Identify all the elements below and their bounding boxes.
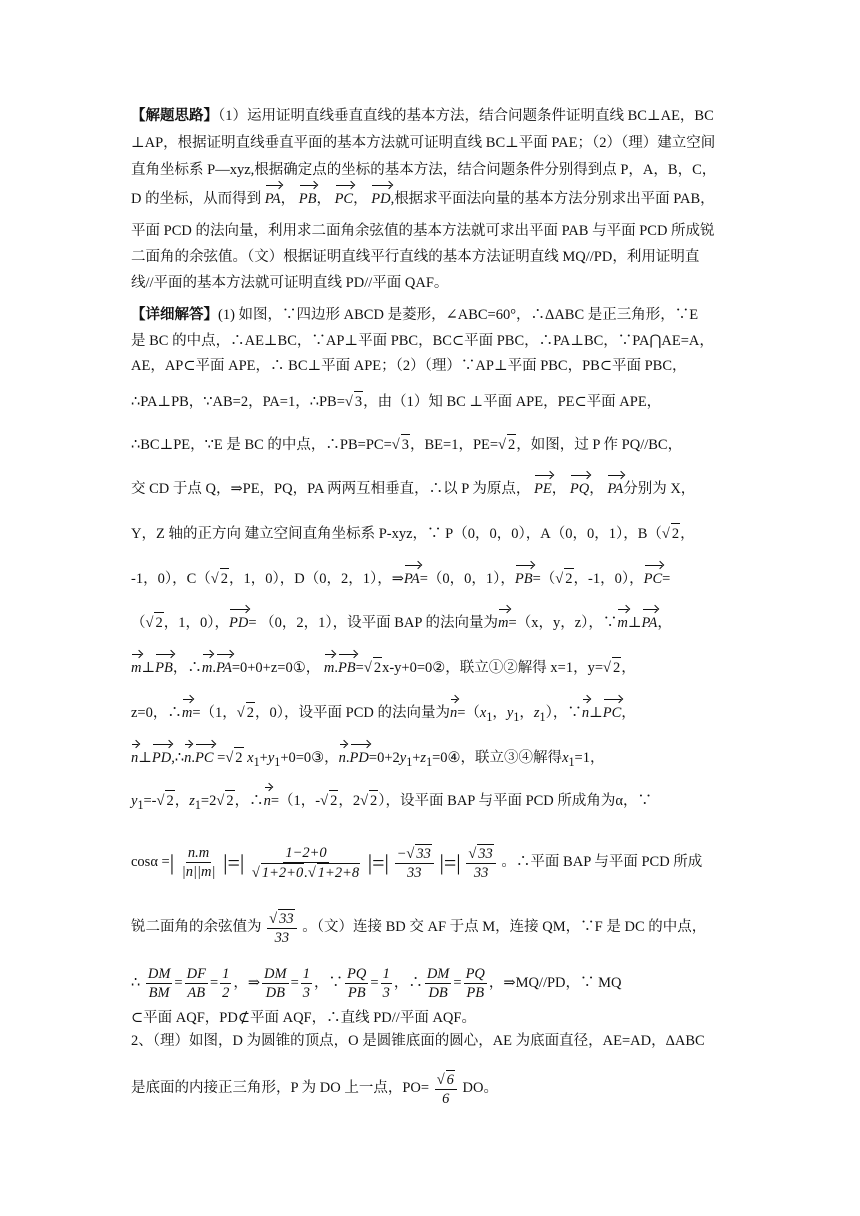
text: （1）运用证明直线垂直直线的基本方法，结合问题条件证明直线 BC⊥AE，BC bbox=[218, 108, 714, 124]
text: （ bbox=[131, 615, 146, 631]
answer-line-10 bbox=[131, 657, 741, 678]
radicand: 2 bbox=[329, 790, 338, 811]
denominator: 33 bbox=[274, 929, 290, 946]
radicand: 2 bbox=[246, 702, 255, 723]
text: AE，AP⊂平面 APE，∴ BC⊥平面 APE；（2）（理）∵AP⊥平面 PBC，PB⊂平面 PBC， bbox=[131, 358, 687, 374]
sub: 1 bbox=[486, 709, 493, 724]
fraction-dm-db bbox=[425, 965, 452, 1002]
fraction-result bbox=[466, 844, 495, 882]
radicand: 2 bbox=[564, 568, 573, 589]
thinking-line-4 bbox=[131, 189, 741, 209]
fraction-sqrt6-6 bbox=[435, 1070, 457, 1108]
fraction-nm bbox=[180, 844, 218, 881]
denominator: √ 1+2+0.√ 1+2+8 bbox=[251, 864, 360, 881]
text: ⊥ bbox=[589, 705, 603, 721]
vector-pa: PA bbox=[215, 660, 232, 676]
thinking-line-3 bbox=[131, 160, 741, 180]
thinking-line-7 bbox=[131, 273, 741, 293]
radicand: 2 bbox=[369, 790, 378, 811]
answer-line-13: $y_1=-√$ 2，$z_1=2√$ 2，∴n=（1，-√ 2，2√ 2），设平面 BAP 与平面 PCD 所成角为α，∵ bbox=[131, 790, 741, 815]
answer-line-8 bbox=[131, 568, 741, 589]
answer-line-2 bbox=[131, 331, 741, 351]
sqrt-2: √ 2 bbox=[320, 790, 338, 811]
vector-n: n bbox=[581, 705, 590, 721]
text: =（1，- bbox=[270, 793, 321, 809]
vector-pa: PA bbox=[641, 615, 658, 631]
sqrt-2: √ 2 bbox=[603, 657, 621, 678]
answer-line-12: n⊥PD,∴n.PC =√ 2 $x_1+y_1+0=0③$，$n.PD=0+2y_1+z_1=0④$，联立③④解得$x_1=1$， bbox=[131, 747, 741, 772]
therefore: ∴ bbox=[131, 975, 141, 991]
vector-m: m bbox=[131, 660, 142, 676]
text: ∴PA⊥PB，∵AB=2，PA=1，∴PB= bbox=[131, 394, 345, 410]
vector-pc: PC bbox=[194, 750, 214, 766]
question-2-line-2 bbox=[131, 1064, 741, 1112]
answer-line-4 bbox=[131, 391, 741, 412]
sub: 1 bbox=[137, 797, 144, 812]
sqrt-2: √ 2 bbox=[157, 790, 175, 811]
vector-pc: PC bbox=[643, 571, 663, 587]
answer-line-9 bbox=[131, 612, 741, 633]
sep: ， bbox=[492, 705, 507, 721]
vector-pc: PC bbox=[602, 705, 622, 721]
var-y: y bbox=[131, 793, 138, 809]
thinking-line-2 bbox=[131, 133, 741, 153]
text: ,根据求平面法向量的基本方法分别求出平面 PAB， bbox=[390, 191, 715, 207]
sqrt-2: √ 2 bbox=[211, 568, 229, 589]
abs-bar: | bbox=[169, 849, 175, 875]
sqrt-2: √ 2 bbox=[237, 702, 255, 723]
answer-line-5 bbox=[131, 434, 741, 455]
sqrt-3: √ 3 bbox=[392, 434, 410, 455]
answer-heading: 【详细解答】 bbox=[131, 307, 218, 323]
text: DO。 bbox=[462, 1080, 498, 1096]
vector-n: n bbox=[338, 750, 346, 766]
answer-line-17 bbox=[131, 1008, 741, 1028]
thinking-heading: 【解题思路】 bbox=[131, 108, 218, 124]
numerator: n.m bbox=[187, 845, 210, 862]
answer-line-7 bbox=[131, 523, 741, 544]
eq: = bbox=[209, 975, 219, 991]
numerator: 1−2+0 bbox=[285, 844, 327, 861]
text: =（1， bbox=[192, 705, 237, 721]
fraction-df-ab bbox=[185, 965, 208, 1002]
vector-pc: PC bbox=[334, 191, 354, 207]
vector-pa: PA bbox=[403, 571, 420, 587]
text: 2、（理）如图，D 为圆锥的顶点，O 是圆锥底面的圆心，AE 为底面直径，AE=AD，ΔABC bbox=[131, 1033, 705, 1049]
text: =- bbox=[143, 793, 157, 809]
denominator: PB bbox=[347, 985, 366, 1002]
dot: . bbox=[345, 750, 350, 766]
text: =（ bbox=[532, 571, 556, 587]
text: 是底面的内接正三角形，P 为 DO 上一点，PO= bbox=[131, 1080, 430, 1096]
var-y: y bbox=[399, 750, 407, 766]
text: ⊂平面 AQF，PD⊄平面 AQF，∴直线 PD//平面 AQF。 bbox=[131, 1010, 476, 1026]
numerator: √ 6 bbox=[435, 1070, 457, 1090]
sub: 1 bbox=[406, 754, 413, 769]
denominator: DB bbox=[428, 985, 448, 1002]
sqrt-2: √ 2 bbox=[498, 434, 516, 455]
text: ，BE=1，PE= bbox=[409, 437, 499, 453]
answer-line-6 bbox=[131, 479, 741, 499]
radicand: 33 bbox=[478, 845, 493, 862]
thinking-line-1 bbox=[131, 106, 741, 126]
numerator: DF bbox=[186, 966, 206, 983]
dot: . bbox=[334, 660, 338, 676]
text: ，1，0）， bbox=[163, 615, 229, 631]
sub: 1 bbox=[194, 797, 201, 812]
radicand: 6 bbox=[446, 1071, 454, 1088]
abs-bar: |=| bbox=[223, 849, 245, 875]
question-2-line-1 bbox=[131, 1031, 741, 1051]
sep: ， bbox=[621, 660, 636, 676]
denominator: 33 bbox=[406, 864, 422, 881]
sep: ， bbox=[316, 191, 331, 207]
vector-pd: PD bbox=[349, 750, 369, 766]
denominator: |n||m| bbox=[181, 864, 216, 881]
numerator: −√ 33 bbox=[395, 844, 434, 864]
sub: 1 bbox=[426, 754, 433, 769]
thinking-line-6 bbox=[131, 247, 741, 267]
denominator: 2 bbox=[222, 985, 230, 1002]
radicand: 1+2+8 bbox=[317, 864, 360, 881]
sep: ， bbox=[353, 191, 368, 207]
text: +0=0③， bbox=[280, 750, 339, 766]
text: D 的坐标，从而得到 bbox=[131, 191, 262, 207]
sub: 1 bbox=[539, 709, 546, 724]
vector-pd: PD bbox=[371, 191, 391, 207]
sqrt-2: √ 2 bbox=[360, 790, 378, 811]
sep: ， bbox=[519, 705, 534, 721]
sep: ， bbox=[621, 705, 636, 721]
answer-line-1 bbox=[131, 305, 741, 325]
sep: ， bbox=[551, 481, 567, 497]
text: -1，0），C（ bbox=[131, 571, 211, 587]
sep: ， bbox=[174, 793, 190, 809]
denominator: 3 bbox=[302, 985, 311, 1002]
sqrt-2: √ 2 bbox=[662, 523, 680, 544]
vector-n: n bbox=[131, 750, 139, 766]
denominator: 33 bbox=[473, 864, 489, 881]
numerator: 1 bbox=[382, 966, 390, 983]
eq: = bbox=[453, 975, 462, 991]
text: ⊥AP，根据证明直线垂直平面的基本方法就可证明直线 BC⊥平面 PAE；（2）（理）建立空间 bbox=[131, 135, 716, 151]
text: =0+2 bbox=[368, 750, 400, 766]
var-y: y bbox=[267, 750, 275, 766]
vector-n: n bbox=[449, 705, 458, 721]
denominator: 3 bbox=[382, 985, 390, 1002]
sqrt-2: √ 2 bbox=[555, 568, 573, 589]
text: =（ bbox=[457, 705, 480, 721]
fraction-big bbox=[250, 844, 362, 882]
vector-pa: PA bbox=[264, 191, 281, 207]
numerator: PQ bbox=[465, 966, 485, 983]
numerator: 1 bbox=[302, 966, 311, 983]
radicand: 2 bbox=[165, 790, 174, 811]
text: 。∴平面 BAP 与平面 PCD 所成 bbox=[501, 854, 703, 870]
radicand: 2 bbox=[154, 612, 163, 633]
text: 直角坐标系 P—xyz,根据确定点的坐标的基本方法，结合问题条件分别得到点 P，A，B，C， bbox=[131, 162, 717, 178]
text: 锐二面角的余弦值为 bbox=[131, 919, 262, 935]
radicand: 33 bbox=[416, 845, 431, 862]
vector-pe: PE bbox=[534, 481, 552, 497]
vector-pq: PQ bbox=[569, 481, 590, 497]
text: ⊥ bbox=[138, 750, 152, 766]
vector-m: m bbox=[201, 660, 213, 676]
text: =0④，联立③④解得 bbox=[432, 750, 563, 766]
numerator: DM bbox=[147, 966, 171, 983]
answer-line-15 bbox=[131, 903, 741, 951]
answer-line-3 bbox=[131, 356, 741, 376]
sub: 1 bbox=[253, 754, 260, 769]
fraction-pq-pb bbox=[345, 965, 368, 1002]
radicand: 2 bbox=[507, 434, 516, 455]
radicand: 3 bbox=[401, 434, 410, 455]
text: =（0，0，1）， bbox=[419, 571, 515, 587]
var-x: x bbox=[247, 750, 254, 766]
sqrt-2: √ 2 bbox=[364, 657, 382, 678]
text: 是 BC 的中点，∴AE⊥BC，∵AP⊥平面 PBC，BC⊂平面 PBC，∴PA⊥BC，∵PA⋂AE=A， bbox=[131, 333, 714, 349]
vector-m: m bbox=[323, 660, 335, 676]
var-x: x bbox=[479, 705, 487, 721]
sub: 1 bbox=[568, 754, 575, 769]
text: = （0，2，1），设平面 BAP 的法向量为 bbox=[248, 615, 499, 631]
text: . bbox=[212, 660, 216, 676]
sub: 1 bbox=[513, 709, 520, 724]
text: ，1，0），D（0，2，1），⇒ bbox=[228, 571, 404, 587]
numerator: √ 33 bbox=[267, 909, 296, 929]
sqrt-2: √ 2 bbox=[216, 790, 234, 811]
fraction-dm-bm bbox=[146, 965, 173, 1002]
sqrt-2: √ 2 bbox=[146, 612, 164, 633]
vector-n: n bbox=[184, 750, 192, 766]
denominator: DB bbox=[265, 985, 285, 1002]
eq: = bbox=[174, 975, 183, 991]
radicand: 2 bbox=[234, 747, 243, 768]
text: ，∴ bbox=[234, 793, 264, 809]
text: ，如图，过 P 作 PQ//BC， bbox=[516, 437, 683, 453]
fraction-pq-pb bbox=[464, 965, 487, 1002]
text: 二面角的余弦值。（文）根据证明直线平行直线的基本方法证明直线 MQ//PD，利用证明直 bbox=[131, 249, 700, 265]
text: 线//平面的基本方法就可证明直线 PD//平面 QAF。 bbox=[131, 275, 449, 291]
var-z: z bbox=[189, 793, 195, 809]
sep: ， bbox=[338, 793, 353, 809]
vector-pb: PB bbox=[298, 191, 317, 207]
sqrt-2: √ 2 bbox=[225, 747, 243, 768]
text: 。（文）连接 BD 交 AF 于点 M，连接 QM，∵F 是 DC 的中点， bbox=[302, 919, 707, 935]
vector-pb: PB bbox=[514, 571, 533, 587]
text: ，0），设平面 PCD 的法向量为 bbox=[255, 705, 450, 721]
numerator: DM bbox=[264, 966, 287, 983]
denominator: PB bbox=[466, 985, 485, 1002]
sqrt-3: √ 3 bbox=[345, 391, 363, 412]
radicand: 2 bbox=[220, 568, 229, 589]
eq: = bbox=[662, 571, 671, 587]
numerator: √ 33 bbox=[466, 844, 495, 864]
text: ⇒MQ//PD，∵ MQ bbox=[503, 975, 622, 991]
radicand: 2 bbox=[671, 523, 680, 544]
because: ∵ bbox=[328, 975, 344, 991]
thinking-line-5 bbox=[131, 221, 741, 241]
abs-bar: |=| bbox=[367, 849, 389, 875]
eq: = bbox=[370, 975, 379, 991]
var-y: y bbox=[506, 705, 514, 721]
answer-line-11 bbox=[131, 702, 741, 727]
fraction-third bbox=[381, 965, 392, 1002]
text: (1) 如图，∵四边形 ABCD 是菱形，∠ABC=60°，∴ΔABC 是正三角形，∵E bbox=[218, 307, 699, 323]
numerator: DM bbox=[426, 966, 450, 983]
fraction-result bbox=[267, 909, 296, 947]
denominator: 6 bbox=[442, 1090, 450, 1107]
denominator: AB bbox=[187, 985, 206, 1002]
vector-pb: PB bbox=[337, 660, 356, 676]
numerator: 1 bbox=[222, 966, 230, 983]
numerator: PQ bbox=[347, 966, 367, 983]
text: cosα = bbox=[131, 854, 170, 870]
sep: ， bbox=[657, 615, 672, 631]
text: ∴BC⊥PE，∵E 是 BC 的中点，∴PB=PC= bbox=[131, 437, 392, 453]
radicand: 3 bbox=[354, 391, 363, 412]
vector-pd: PD bbox=[151, 750, 172, 766]
vector-pd: PD bbox=[228, 615, 249, 631]
answer-line-14 bbox=[131, 838, 741, 886]
text: 分别为 X， bbox=[623, 481, 696, 497]
text: ,∴ bbox=[171, 750, 185, 766]
radicand: 2 bbox=[373, 657, 382, 678]
sep: ， bbox=[280, 191, 296, 207]
text: ），设平面 BAP 与平面 PCD 所成角为α，∵ bbox=[378, 793, 653, 809]
text: 交 CD 于点 Q，⇒PE，PQ，PA 两两互相垂直，∴以 P 为原点， bbox=[131, 481, 531, 497]
fraction-dm-db bbox=[262, 965, 289, 1002]
text: ，∴ bbox=[172, 660, 202, 676]
text: 平面 PCD 的法向量，利用求二面角余弦值的基本方法就可求出平面 PAB 与平面 PCD 所成锐 bbox=[131, 223, 715, 239]
text: ，-1，0）， bbox=[573, 571, 644, 587]
radicand: 2 bbox=[612, 657, 621, 678]
sub: 1 bbox=[274, 754, 281, 769]
text: Y，Z 轴的正方向 建立空间直角坐标系 P-xyz，∵ P（0，0，0），A（0，0，1），B（ bbox=[131, 526, 662, 542]
text: ⊥ bbox=[141, 660, 156, 676]
therefore: ∴ bbox=[408, 975, 423, 991]
text: =2 bbox=[200, 793, 217, 809]
text: z=0，∴ bbox=[131, 705, 182, 721]
text: ⊥ bbox=[627, 615, 642, 631]
text: =0+0+z=0①， bbox=[231, 660, 324, 676]
text: =1， bbox=[574, 750, 605, 766]
sep: ， bbox=[680, 526, 695, 542]
radicand: 33 bbox=[279, 910, 294, 927]
text: =（x，y，z），∵ bbox=[508, 615, 618, 631]
answer-line-16: ∴ $\frac{DM}{BM}$ = $\frac{DF}{AB}$ = $\frac{1}{2}$ ，⇒ $\frac{DM}{DB}$ = $\frac{1}{3}$ ，∵ $\frac{PQ}{PB}$ = $\frac{1}{3}$ ，∴ $\frac{DM}{DB}$ = $\frac{PQ}{PB}$ ，⇒MQ//PD，∵ MQ bbox=[131, 966, 622, 1002]
vector-m: m bbox=[498, 615, 509, 631]
var-x: x bbox=[562, 750, 569, 766]
denominator: BM bbox=[148, 985, 170, 1002]
text: = bbox=[355, 660, 364, 676]
sep: ， bbox=[589, 481, 604, 497]
text: = bbox=[213, 750, 226, 766]
vector-pa: PA bbox=[607, 481, 624, 497]
text: ，由（1）知 BC ⊥平面 APE，PE⊂平面 APE， bbox=[363, 394, 662, 410]
vector-m: m bbox=[181, 705, 193, 721]
text: x-y+0=0②，联立①②解得 x=1，y= bbox=[382, 660, 603, 676]
fraction-neg bbox=[395, 844, 434, 882]
radicand: 2 bbox=[225, 790, 234, 811]
dot: . bbox=[191, 750, 195, 766]
fraction-third bbox=[301, 965, 312, 1002]
fraction-half bbox=[220, 965, 231, 1002]
vector-n: n bbox=[263, 793, 271, 809]
text: ），∵ bbox=[545, 705, 582, 721]
var-z: z bbox=[420, 750, 427, 766]
vector-m: m bbox=[617, 615, 628, 631]
vector-pb: PB bbox=[155, 660, 173, 676]
var-z: z bbox=[533, 705, 540, 721]
eq: = bbox=[290, 975, 299, 991]
radicand: 1+2+0 bbox=[261, 864, 304, 881]
abs-bar: |=| bbox=[439, 849, 461, 875]
